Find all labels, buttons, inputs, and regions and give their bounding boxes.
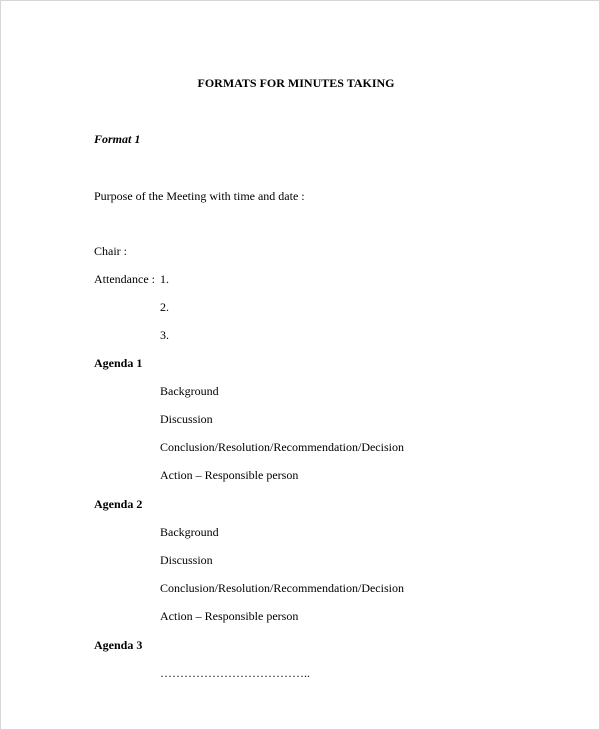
document-title: FORMATS FOR MINUTES TAKING	[197, 76, 395, 90]
attendance-number: 2.	[160, 300, 169, 314]
purpose-label: Purpose of the Meeting with time and date :	[94, 189, 305, 203]
agenda-item: Conclusion/Resolution/Recommendation/Decision	[160, 440, 404, 454]
agenda-item: Conclusion/Resolution/Recommendation/Decision	[160, 581, 404, 595]
agenda-item: Background	[160, 525, 219, 539]
format-heading: Format 1	[94, 132, 141, 146]
agenda-heading: Agenda 2	[94, 497, 143, 511]
chair-label: Chair :	[94, 244, 127, 258]
agenda-item: Background	[160, 384, 219, 398]
agenda-item: Discussion	[160, 412, 213, 426]
attendance-number: 1.	[160, 272, 169, 286]
agenda-heading: Agenda 1	[94, 356, 143, 370]
agenda-heading: Agenda 3	[94, 638, 143, 652]
agenda-item: Discussion	[160, 553, 213, 567]
agenda-placeholder-dots: ………………………………..	[160, 666, 310, 680]
attendance-label: Attendance :	[94, 272, 155, 286]
agenda-item: Action – Responsible person	[160, 609, 299, 623]
agenda-item: Action – Responsible person	[160, 468, 299, 482]
attendance-number: 3.	[160, 328, 169, 342]
